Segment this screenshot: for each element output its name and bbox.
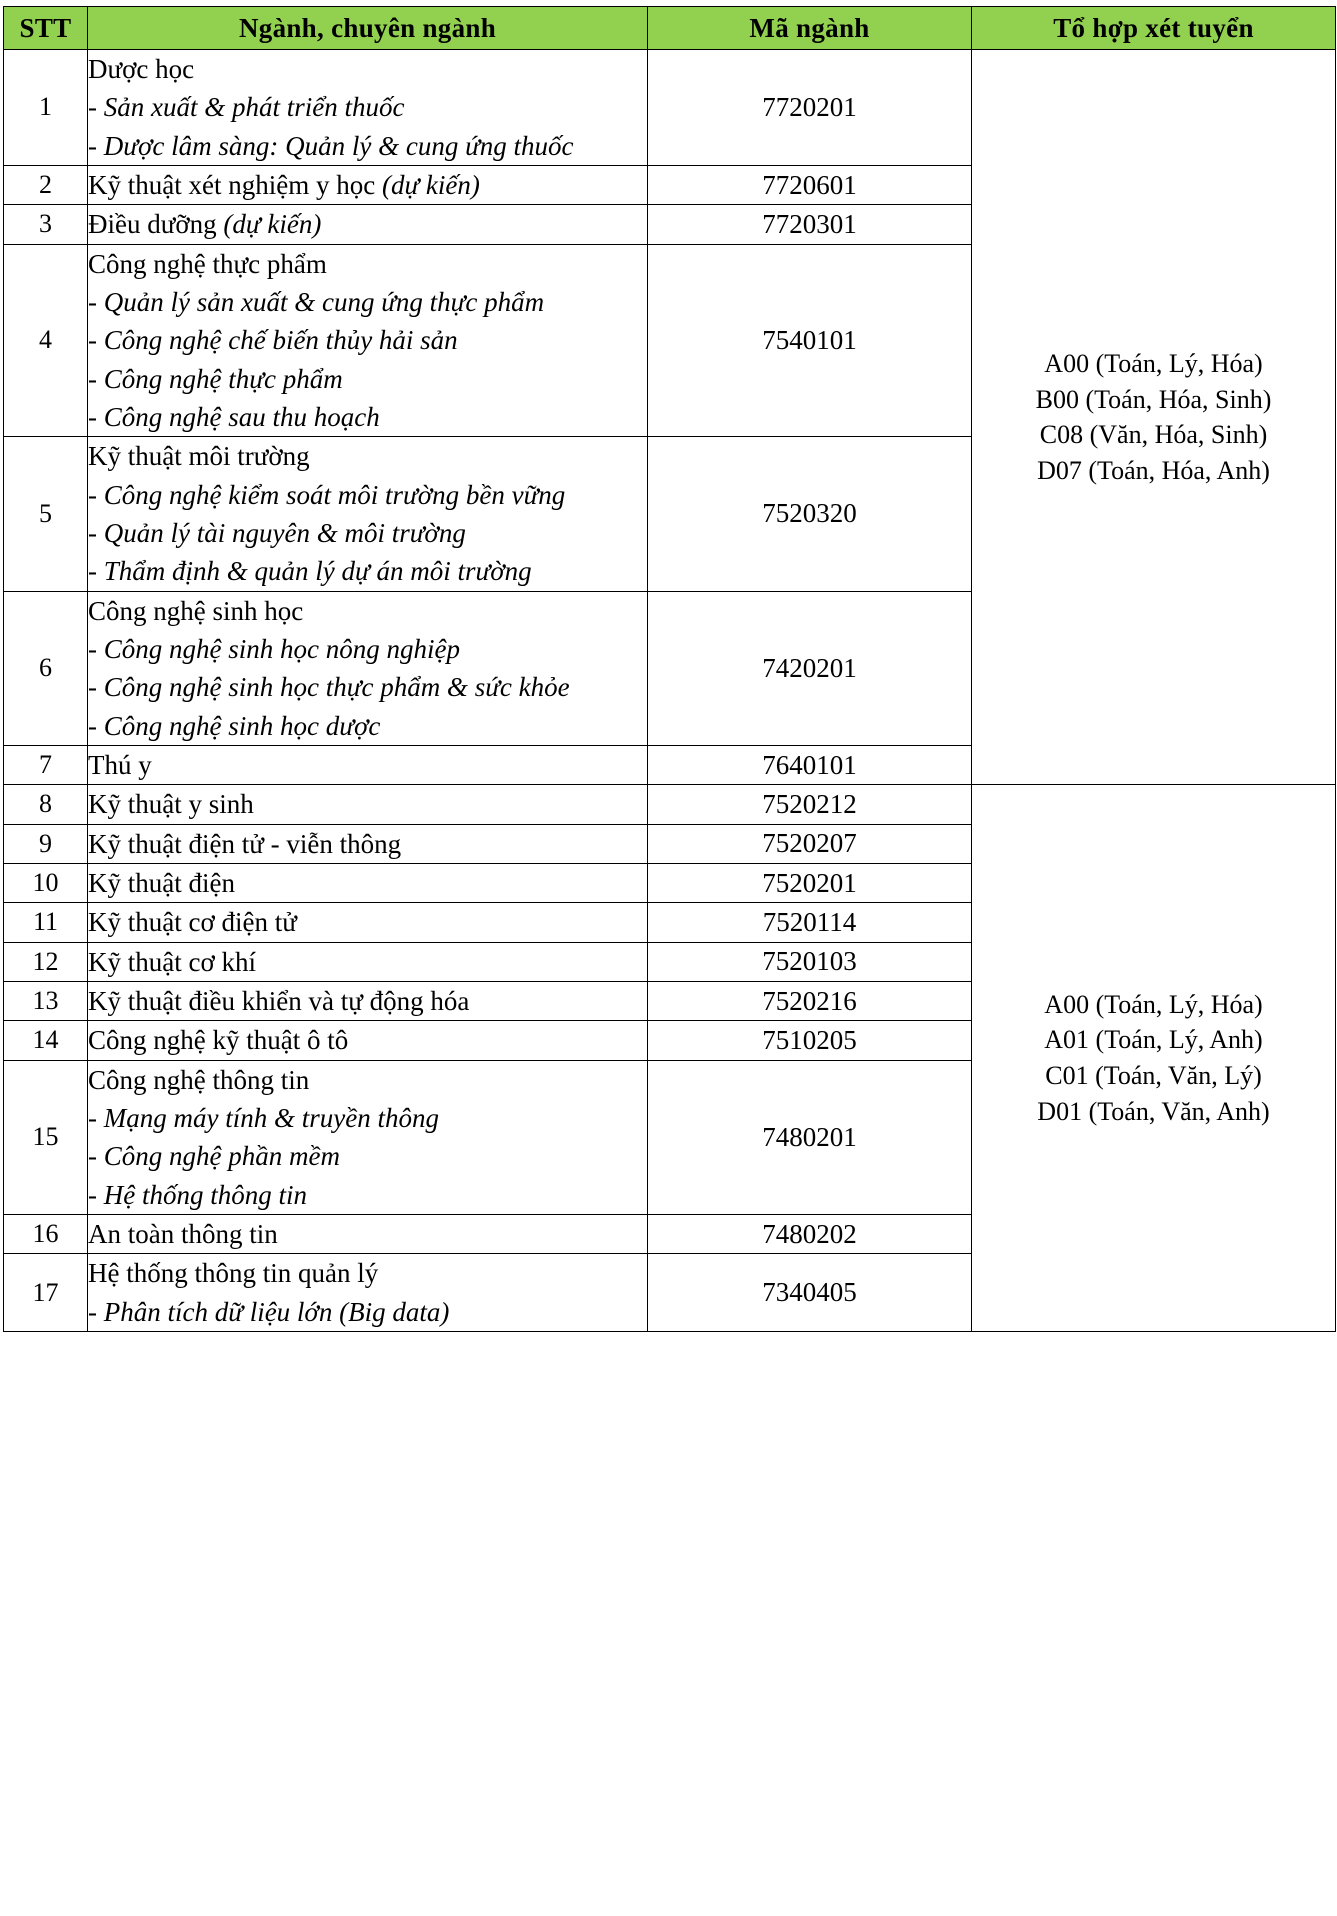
table-row (4, 50, 1336, 166)
cell-code: 7520207 (648, 824, 972, 863)
cell-stt: 17 (4, 1254, 88, 1332)
cell-code: 7720201 (648, 50, 972, 166)
combination-line: A00 (Toán, Lý, Hóa) (1044, 989, 1263, 1019)
specialization-item: - Công nghệ chế biến thủy hải sản (88, 325, 458, 356)
cell-code: 7720301 (648, 205, 972, 244)
cell-stt: 11 (4, 903, 88, 942)
cell-code: 7640101 (648, 745, 972, 784)
cell-code: 7520114 (648, 903, 972, 942)
combination-line: C08 (Văn, Hóa, Sinh) (1039, 420, 1268, 450)
cell-major (88, 745, 648, 784)
combination-line: A00 (Toán, Lý, Hóa) (1044, 348, 1263, 378)
major-note: (dự kiến) (375, 169, 480, 200)
cell-code: 7540101 (648, 244, 972, 437)
cell-stt: 3 (4, 205, 88, 244)
specialization-item: - Công nghệ sinh học nông nghiệp (88, 633, 460, 664)
specialization-item: - Công nghệ kiểm soát môi trường bền vững (88, 479, 566, 510)
major-title (88, 785, 647, 823)
admissions-table (3, 6, 1336, 1332)
cell-major (88, 942, 648, 981)
cell-code: 7520201 (648, 863, 972, 902)
major-name: An toàn thông tin (88, 1218, 278, 1249)
major-title (88, 1215, 647, 1253)
cell-major (88, 591, 648, 745)
specialization-item: - Công nghệ sau thu hoạch (88, 401, 380, 432)
major-name: Điều dưỡng (88, 209, 217, 240)
specialization-item: - Công nghệ sinh học thực phẩm & sức khỏe (88, 672, 570, 703)
cell-major (88, 437, 648, 591)
cell-code: 7480202 (648, 1214, 972, 1253)
major-name: Kỹ thuật điện (88, 867, 235, 898)
specialization-item: - Phân tích dữ liệu lớn (Big data) (88, 1296, 450, 1327)
cell-major (88, 981, 648, 1020)
cell-stt: 5 (4, 437, 88, 591)
major-name: Kỹ thuật cơ khí (88, 946, 256, 977)
cell-stt: 14 (4, 1021, 88, 1060)
major-name: Hệ thống thông tin quản lý (88, 1258, 379, 1289)
specialization-item: - Hệ thống thông tin (88, 1179, 307, 1210)
cell-code: 7420201 (648, 591, 972, 745)
table-header (4, 7, 1336, 50)
specialization-item: - Quản lý tài nguyên & môi trường (88, 517, 466, 548)
major-name: Dược học (88, 54, 195, 84)
cell-combination (972, 785, 1336, 1332)
specialization-item: - Thẩm định & quản lý dự án môi trường (88, 556, 532, 587)
major-name: Công nghệ kỹ thuật ô tô (88, 1025, 349, 1056)
major-note: (dự kiến) (216, 209, 322, 240)
major-name: Kỹ thuật xét nghiệm y học (88, 169, 376, 200)
cell-major (88, 824, 648, 863)
specialization-item: - Mạng máy tính & truyền thông (88, 1102, 439, 1133)
cell-major (88, 863, 648, 902)
major-name: Công nghệ thông tin (88, 1064, 310, 1095)
cell-code: 7520320 (648, 437, 972, 591)
cell-major (88, 1021, 648, 1060)
cell-stt: 7 (4, 745, 88, 784)
column-header-stt: STT (4, 7, 88, 50)
major-title (88, 205, 647, 243)
major-name: Kỹ thuật môi trường (88, 441, 310, 472)
major-title (88, 592, 647, 630)
major-name: Kỹ thuật điều khiển và tự động hóa (88, 985, 470, 1016)
table-body (4, 50, 1336, 1332)
cell-stt: 2 (4, 165, 88, 204)
cell-major (88, 785, 648, 824)
cell-stt: 1 (4, 50, 88, 166)
cell-stt: 8 (4, 785, 88, 824)
cell-major (88, 903, 648, 942)
specialization-item: - Công nghệ thực phẩm (88, 363, 343, 394)
major-title (88, 166, 647, 204)
major-title (88, 864, 647, 902)
table-row (4, 785, 1336, 824)
cell-major (88, 1060, 648, 1214)
specialization-item: - Quản lý sản xuất & cung ứng thực phẩm (88, 286, 545, 317)
cell-code: 7720601 (648, 165, 972, 204)
combination-line: D01 (Toán, Văn, Anh) (1037, 1096, 1270, 1126)
major-title (88, 245, 647, 283)
cell-code: 7340405 (648, 1254, 972, 1332)
cell-major (88, 50, 648, 166)
combination-line: D07 (Toán, Hóa, Anh) (1037, 455, 1270, 485)
cell-major (88, 1214, 648, 1253)
major-name: Thú y (88, 749, 152, 780)
major-title (88, 1254, 647, 1292)
cell-code: 7520212 (648, 785, 972, 824)
cell-major (88, 165, 648, 204)
cell-combination (972, 50, 1336, 785)
cell-stt: 13 (4, 981, 88, 1020)
column-header-combination: Tổ hợp xét tuyển (972, 7, 1336, 50)
specialization-item: - Sản xuất & phát triển thuốc (88, 92, 405, 123)
major-name: Kỹ thuật điện tử - viễn thông (88, 828, 402, 859)
column-header-major: Ngành, chuyên ngành (88, 7, 648, 50)
cell-code: 7480201 (648, 1060, 972, 1214)
cell-major (88, 1254, 648, 1332)
major-title (88, 437, 647, 475)
major-name: Kỹ thuật cơ điện tử (88, 907, 297, 938)
cell-major (88, 244, 648, 437)
cell-stt: 10 (4, 863, 88, 902)
cell-stt: 9 (4, 824, 88, 863)
major-title (88, 1021, 647, 1059)
column-header-code: Mã ngành (648, 7, 972, 50)
cell-code: 7520103 (648, 942, 972, 981)
specialization-item: - Công nghệ phần mềm (88, 1141, 340, 1172)
cell-stt: 12 (4, 942, 88, 981)
cell-stt: 4 (4, 244, 88, 437)
major-title (88, 50, 647, 88)
cell-major (88, 205, 648, 244)
combination-line: C01 (Toán, Văn, Lý) (1045, 1061, 1262, 1091)
major-title (88, 943, 647, 981)
major-name: Công nghệ thực phẩm (88, 248, 327, 279)
cell-code: 7520216 (648, 981, 972, 1020)
major-title (88, 982, 647, 1020)
cell-code: 7510205 (648, 1021, 972, 1060)
combination-line: A01 (Toán, Lý, Anh) (1044, 1025, 1263, 1055)
major-name: Kỹ thuật y sinh (88, 789, 254, 820)
specialization-item: - Dược lâm sàng: Quản lý & cung ứng thuốc (88, 130, 574, 161)
header-row (4, 7, 1336, 50)
major-title (88, 746, 647, 784)
major-title (88, 825, 647, 863)
specialization-item: - Công nghệ sinh học dược (88, 710, 381, 741)
cell-stt: 15 (4, 1060, 88, 1214)
major-name: Công nghệ sinh học (88, 595, 304, 626)
cell-stt: 6 (4, 591, 88, 745)
major-title (88, 1061, 647, 1099)
combination-line: B00 (Toán, Hóa, Sinh) (1035, 384, 1272, 414)
major-title (88, 903, 647, 941)
cell-stt: 16 (4, 1214, 88, 1253)
